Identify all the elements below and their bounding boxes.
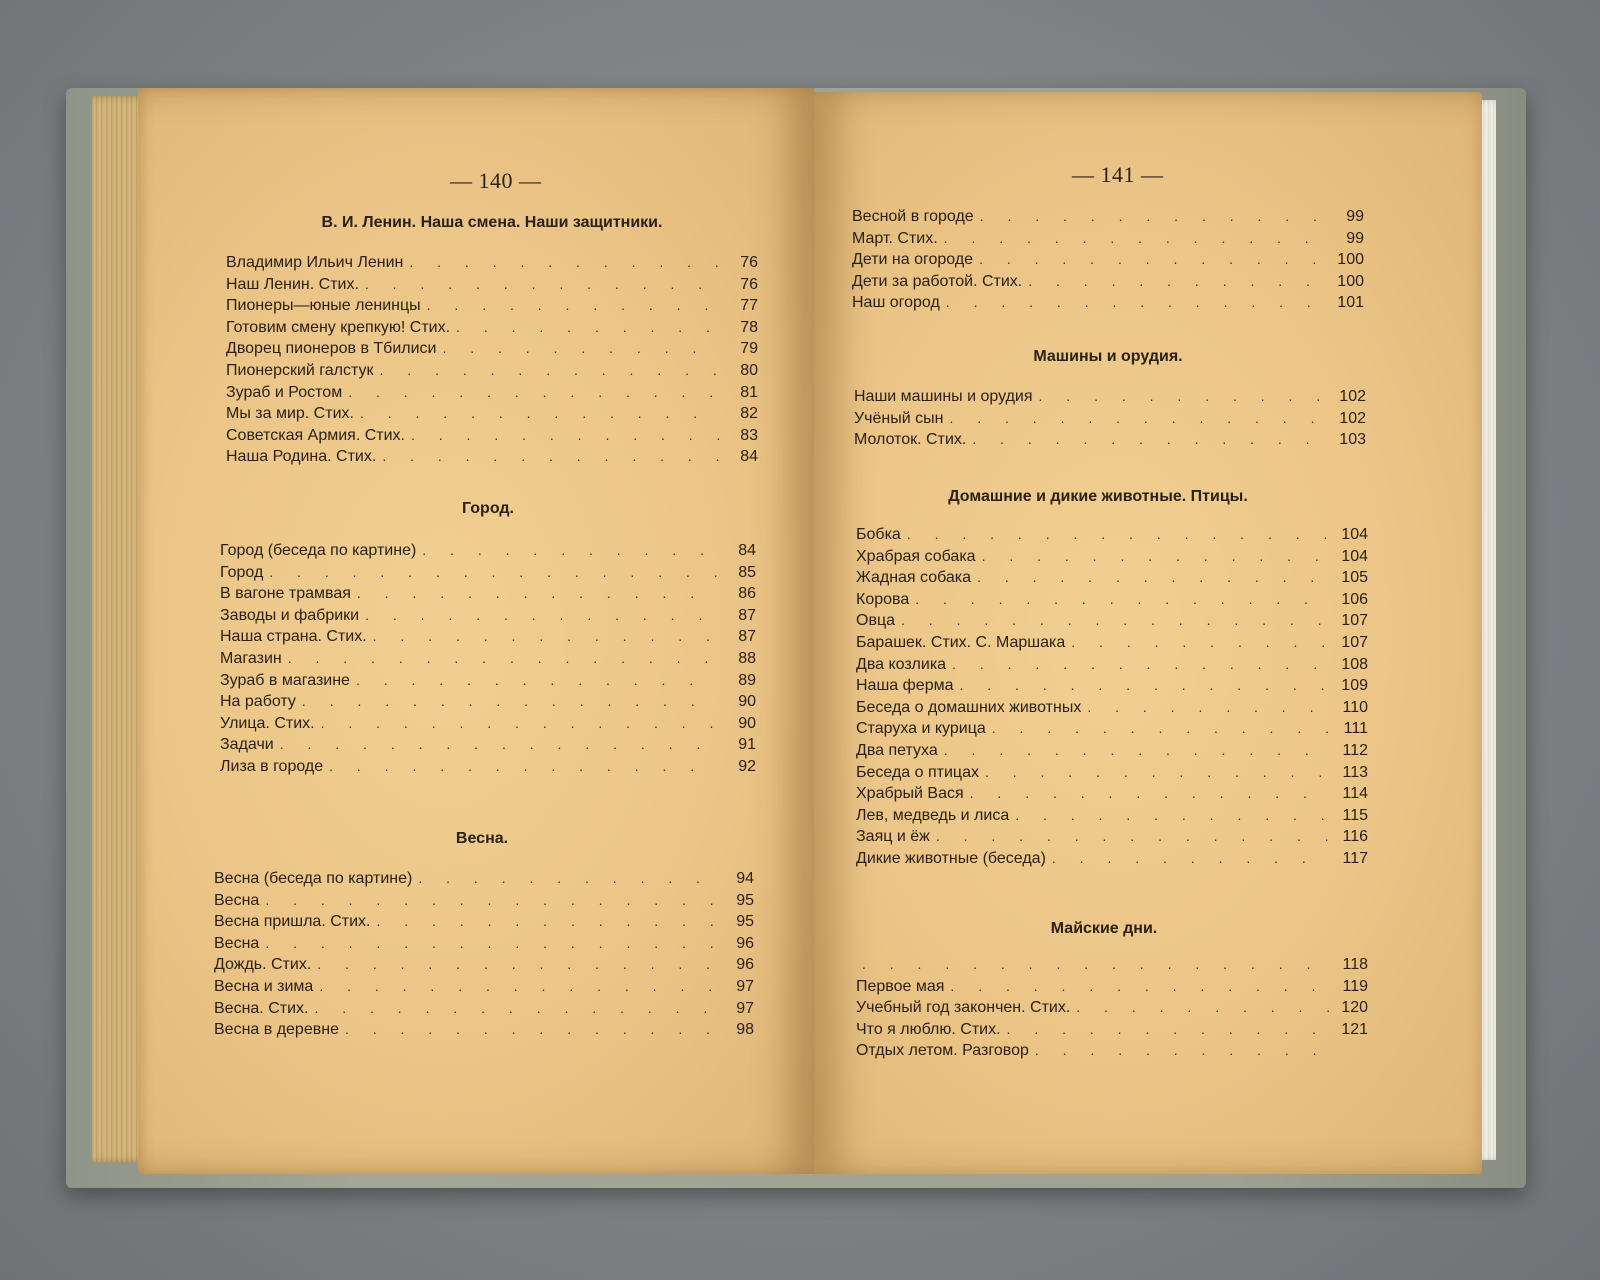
section-heading: Майские дни. bbox=[1050, 920, 1158, 937]
toc-entry bbox=[856, 1040, 1368, 1062]
toc-entry bbox=[226, 425, 758, 447]
dot-leader bbox=[952, 654, 1330, 676]
entry-page: 92 bbox=[738, 757, 756, 775]
toc-list bbox=[852, 206, 1364, 314]
entry-title: Город bbox=[220, 563, 264, 581]
entry-title: Бобка bbox=[856, 526, 901, 543]
entry-title: Март. Стих. bbox=[852, 229, 938, 247]
dot-leader bbox=[269, 562, 718, 584]
entry-page: 107 bbox=[1341, 633, 1368, 651]
entry-title: Дворец пионеров в Тбилиси bbox=[226, 340, 437, 358]
page-number: — 141 — bbox=[1072, 162, 1164, 187]
dot-leader bbox=[265, 933, 716, 955]
entry-page: 112 bbox=[1342, 741, 1368, 759]
section-heading: Машины и орудия. bbox=[1033, 348, 1183, 365]
dot-leader bbox=[979, 249, 1326, 271]
dot-leader bbox=[1071, 632, 1330, 654]
entry-title: Весна (беседа по картине) bbox=[214, 870, 413, 887]
toc-entry bbox=[214, 911, 754, 933]
toc-list bbox=[220, 540, 756, 778]
toc-entry bbox=[856, 976, 1368, 998]
entry-page: 79 bbox=[740, 340, 758, 358]
toc-entry bbox=[852, 249, 1364, 271]
entry-title: Наша ферма bbox=[856, 677, 954, 695]
entry-page: 76 bbox=[740, 254, 758, 271]
section-heading: В. И. Ленин. Наша смена. Наши защитники. bbox=[321, 214, 663, 231]
dot-leader bbox=[422, 540, 718, 562]
entry-title: Жадная собака bbox=[856, 569, 972, 587]
dot-leader bbox=[946, 292, 1326, 314]
toc-entry bbox=[226, 360, 758, 382]
toc-entry bbox=[856, 997, 1368, 1019]
section-heading: Город. bbox=[462, 500, 514, 517]
entry-page: 115 bbox=[1342, 806, 1368, 824]
entry-page: 95 bbox=[736, 913, 754, 931]
entry-title: Храбрый Вася bbox=[856, 785, 964, 803]
toc-entry bbox=[856, 567, 1368, 589]
toc-entry bbox=[220, 691, 756, 713]
entry-page: 94 bbox=[736, 870, 754, 887]
dot-leader bbox=[280, 734, 718, 756]
entry-page: 97 bbox=[736, 999, 754, 1017]
dot-leader bbox=[901, 610, 1330, 632]
toc-entry bbox=[214, 890, 754, 912]
dot-leader bbox=[319, 976, 716, 998]
entry-title: Магазин bbox=[220, 649, 282, 667]
dot-leader bbox=[321, 713, 718, 735]
entry-page: 84 bbox=[738, 542, 756, 559]
entry-title: Весна bbox=[214, 891, 260, 909]
entry-title: Барашек. Стих. С. Маршака bbox=[856, 633, 1066, 651]
toc-entry bbox=[856, 826, 1368, 848]
entry-title: Отдых летом. Разговор bbox=[856, 1042, 1029, 1060]
toc-entry bbox=[856, 1019, 1368, 1041]
entry-page: 113 bbox=[1342, 763, 1368, 781]
entry-page: 86 bbox=[738, 585, 756, 603]
entry-title: Весной в городе bbox=[852, 208, 974, 225]
toc-entry bbox=[856, 632, 1368, 654]
entry-title: Наши машины и орудия bbox=[854, 388, 1033, 405]
entry-page: 80 bbox=[740, 361, 758, 379]
entry-page: 97 bbox=[736, 977, 754, 995]
entry-title: Старуха и курица bbox=[856, 720, 986, 738]
entry-title: Весна bbox=[214, 934, 260, 952]
entry-title: Готовим смену крепкую! Стих. bbox=[226, 318, 451, 336]
entry-page: 90 bbox=[738, 693, 756, 711]
entry-title: Заяц и ёж bbox=[856, 828, 930, 846]
toc-entry bbox=[226, 338, 758, 360]
entry-title: Наша страна. Стих. bbox=[220, 628, 367, 646]
toc-entry bbox=[226, 403, 758, 425]
toc-entry bbox=[214, 976, 754, 998]
toc-entry bbox=[856, 783, 1368, 805]
entry-page: 87 bbox=[738, 606, 756, 624]
entry-page: 100 bbox=[1337, 272, 1364, 290]
entry-title: Весна в деревне bbox=[214, 1021, 339, 1039]
entry-page: 101 bbox=[1337, 294, 1364, 312]
entry-title: Молоток. Стих. bbox=[854, 431, 967, 449]
entry-title: Советская Армия. Стих. bbox=[226, 426, 405, 444]
entry-title: Мы за мир. Стих. bbox=[226, 405, 354, 423]
dot-leader bbox=[982, 546, 1330, 568]
entry-title: Учёный сын bbox=[854, 409, 944, 427]
dot-leader bbox=[442, 338, 720, 360]
toc-entry bbox=[220, 626, 756, 648]
toc-list bbox=[856, 524, 1368, 870]
entry-title: Корова bbox=[856, 590, 910, 608]
toc-entry bbox=[226, 252, 758, 274]
toc-entry bbox=[226, 295, 758, 317]
dot-leader bbox=[329, 756, 718, 778]
dot-leader bbox=[915, 589, 1330, 611]
dot-leader bbox=[365, 605, 718, 627]
entry-title: Весна пришла. Стих. bbox=[214, 913, 371, 931]
entry-page: 81 bbox=[740, 383, 758, 401]
toc-entry bbox=[856, 805, 1368, 827]
entry-title: Наша Родина. Стих. bbox=[226, 448, 377, 466]
entry-page: 120 bbox=[1341, 999, 1368, 1017]
dot-leader bbox=[992, 718, 1330, 740]
toc-entry bbox=[856, 697, 1368, 719]
left-page bbox=[138, 88, 814, 1174]
entry-page: 85 bbox=[738, 563, 756, 581]
dot-leader bbox=[380, 360, 720, 382]
entry-title: Два козлика bbox=[856, 655, 947, 673]
toc-entry bbox=[220, 605, 756, 627]
entry-page: 96 bbox=[736, 934, 754, 952]
dot-leader bbox=[1007, 1019, 1330, 1041]
entry-title: На работу bbox=[220, 693, 296, 711]
entry-page: 102 bbox=[1339, 409, 1366, 427]
toc-entry bbox=[856, 524, 1368, 546]
toc-list bbox=[214, 868, 754, 1041]
dot-leader bbox=[411, 425, 720, 447]
entry-page: 111 bbox=[1343, 720, 1368, 738]
dot-leader bbox=[382, 446, 720, 468]
entry-page: 99 bbox=[1346, 208, 1364, 225]
entry-page: 114 bbox=[1342, 785, 1368, 803]
dot-leader bbox=[373, 626, 718, 648]
dot-leader bbox=[356, 670, 718, 692]
entry-title: Зураб в магазине bbox=[220, 671, 350, 689]
dot-leader bbox=[944, 228, 1326, 250]
toc-entry bbox=[226, 446, 758, 468]
dot-leader bbox=[862, 954, 1330, 976]
dot-leader bbox=[960, 675, 1331, 697]
toc-entry bbox=[220, 583, 756, 605]
toc-entry bbox=[214, 868, 754, 890]
toc-list bbox=[856, 954, 1368, 1062]
entry-page: 116 bbox=[1342, 828, 1368, 846]
right-page bbox=[814, 92, 1482, 1174]
entry-page: 106 bbox=[1341, 590, 1368, 608]
entry-title: Учебный год закончен. Стих. bbox=[856, 999, 1071, 1017]
entry-title: Дети на огороде bbox=[852, 251, 974, 269]
dot-leader bbox=[418, 868, 716, 890]
entry-title: Храбрая собака bbox=[856, 547, 976, 565]
toc-entry bbox=[214, 954, 754, 976]
toc-entry bbox=[220, 756, 756, 778]
entry-page: 83 bbox=[740, 426, 758, 444]
entry-title: В вагоне трамвая bbox=[220, 585, 351, 603]
toc-entry bbox=[220, 648, 756, 670]
dot-leader bbox=[345, 1019, 716, 1041]
toc-entry bbox=[226, 317, 758, 339]
toc-list bbox=[226, 252, 758, 468]
dot-leader bbox=[1039, 386, 1328, 408]
dot-leader bbox=[357, 583, 718, 605]
entry-title: Что я люблю. Стих. bbox=[856, 1020, 1001, 1038]
entry-page: 77 bbox=[740, 297, 758, 315]
toc-entry bbox=[214, 998, 754, 1020]
dot-leader bbox=[317, 954, 716, 976]
dot-leader bbox=[949, 408, 1328, 430]
dot-leader bbox=[360, 403, 720, 425]
entry-title: Дети за работой. Стих. bbox=[852, 272, 1023, 290]
toc-entry bbox=[220, 713, 756, 735]
toc-entry bbox=[856, 610, 1368, 632]
toc-entry bbox=[856, 848, 1368, 870]
entry-page: 90 bbox=[738, 714, 756, 732]
dot-leader bbox=[1015, 805, 1330, 827]
dot-leader bbox=[1087, 697, 1330, 719]
entry-title: Дикие животные (беседа) bbox=[856, 849, 1046, 867]
dot-leader bbox=[288, 648, 718, 670]
dot-leader bbox=[1052, 848, 1330, 870]
entry-page: 103 bbox=[1339, 431, 1366, 449]
dot-leader bbox=[1076, 997, 1330, 1019]
entry-page: 108 bbox=[1341, 655, 1368, 673]
toc-entry bbox=[852, 292, 1364, 314]
dot-leader bbox=[977, 567, 1330, 589]
dot-leader bbox=[348, 382, 720, 404]
entry-title: Заводы и фабрики bbox=[220, 606, 360, 624]
toc-entry bbox=[226, 274, 758, 296]
dot-leader bbox=[302, 691, 718, 713]
entry-page: 76 bbox=[740, 275, 758, 293]
entry-page: 105 bbox=[1341, 569, 1368, 587]
dot-leader bbox=[365, 274, 720, 296]
entry-title: Беседа о птицах bbox=[856, 763, 979, 781]
entry-page: 99 bbox=[1346, 229, 1364, 247]
dot-leader bbox=[907, 524, 1330, 546]
dot-leader bbox=[427, 295, 720, 317]
dot-leader bbox=[1028, 271, 1326, 293]
entry-title: Дождь. Стих. bbox=[214, 956, 312, 974]
toc-entry bbox=[220, 540, 756, 562]
dot-leader bbox=[985, 762, 1330, 784]
dot-leader bbox=[265, 890, 716, 912]
toc-entry bbox=[856, 546, 1368, 568]
entry-page: 87 bbox=[738, 628, 756, 646]
dot-leader bbox=[970, 783, 1330, 805]
toc-entry bbox=[856, 654, 1368, 676]
toc-entry bbox=[854, 408, 1366, 430]
entry-title: Зураб и Ростом bbox=[226, 383, 343, 401]
dot-leader bbox=[1035, 1040, 1330, 1062]
toc-entry bbox=[852, 228, 1364, 250]
entry-title: Первое мая bbox=[856, 977, 945, 995]
entry-title: Пионеры—юные ленинцы bbox=[226, 297, 421, 315]
entry-page: 117 bbox=[1342, 849, 1368, 867]
toc-entry bbox=[856, 675, 1368, 697]
entry-title: Задачи bbox=[220, 736, 274, 754]
toc-entry bbox=[856, 718, 1368, 740]
dot-leader bbox=[944, 740, 1330, 762]
toc-entry bbox=[854, 386, 1366, 408]
dot-leader bbox=[972, 429, 1328, 451]
toc-entry bbox=[226, 382, 758, 404]
entry-title: Весна. Стих. bbox=[214, 999, 309, 1017]
toc-entry bbox=[852, 271, 1364, 293]
dot-leader bbox=[950, 976, 1330, 998]
toc-list bbox=[854, 386, 1366, 451]
page-number: — 140 — bbox=[450, 168, 542, 193]
entry-page: 102 bbox=[1339, 388, 1366, 405]
entry-page: 78 bbox=[740, 318, 758, 336]
toc-entry bbox=[856, 762, 1368, 784]
toc-entry bbox=[856, 589, 1368, 611]
entry-page: 98 bbox=[736, 1021, 754, 1039]
toc-entry bbox=[220, 670, 756, 692]
entry-title: Наш огород bbox=[852, 294, 940, 312]
entry-title: Лиза в городе bbox=[220, 757, 324, 775]
entry-title: Улица. Стих. bbox=[220, 714, 315, 732]
dot-leader bbox=[409, 252, 720, 274]
toc-entry bbox=[220, 734, 756, 756]
entry-title: Два петуха bbox=[856, 741, 938, 759]
dot-leader bbox=[456, 317, 720, 339]
entry-page: 95 bbox=[736, 891, 754, 909]
dot-leader bbox=[376, 911, 716, 933]
entry-title: Пионерский галстук bbox=[226, 361, 374, 379]
section-heading: Домашние и дикие животные. Птицы. bbox=[948, 488, 1248, 505]
entry-title: Лев, медведь и лиса bbox=[856, 806, 1010, 824]
entry-page: 104 bbox=[1341, 526, 1368, 543]
dot-leader bbox=[314, 998, 716, 1020]
toc-entry bbox=[214, 1019, 754, 1041]
section-heading: Весна. bbox=[455, 830, 509, 847]
entry-title: Город (беседа по картине) bbox=[220, 542, 417, 559]
toc-entry bbox=[854, 429, 1366, 451]
entry-title: Беседа о домашних животных bbox=[856, 698, 1082, 716]
entry-page: 104 bbox=[1341, 547, 1368, 565]
toc-entry bbox=[856, 740, 1368, 762]
entry-page: 91 bbox=[738, 736, 756, 754]
entry-page: 110 bbox=[1342, 698, 1368, 716]
entry-title: Владимир Ильич Ленин bbox=[226, 254, 404, 271]
toc-entry bbox=[214, 933, 754, 955]
entry-page: 121 bbox=[1341, 1020, 1368, 1038]
entry-page: 107 bbox=[1341, 612, 1368, 630]
entry-page: 118 bbox=[1342, 956, 1368, 973]
entry-page: 109 bbox=[1341, 677, 1368, 695]
entry-page: 89 bbox=[738, 671, 756, 689]
entry-page: 88 bbox=[738, 649, 756, 667]
toc-entry bbox=[852, 206, 1364, 228]
toc-entry bbox=[220, 562, 756, 584]
entry-page: 100 bbox=[1337, 251, 1364, 269]
dot-leader bbox=[980, 206, 1326, 228]
entry-title: Наш Ленин. Стих. bbox=[226, 275, 359, 293]
entry-page: 84 bbox=[740, 448, 758, 466]
entry-title: Овца bbox=[856, 612, 896, 630]
entry-title: Весна и зима bbox=[214, 977, 314, 995]
toc-entry bbox=[856, 954, 1368, 976]
dot-leader bbox=[936, 826, 1330, 848]
entry-page: 96 bbox=[736, 956, 754, 974]
entry-page: 82 bbox=[740, 405, 758, 423]
entry-page: 119 bbox=[1342, 977, 1368, 995]
